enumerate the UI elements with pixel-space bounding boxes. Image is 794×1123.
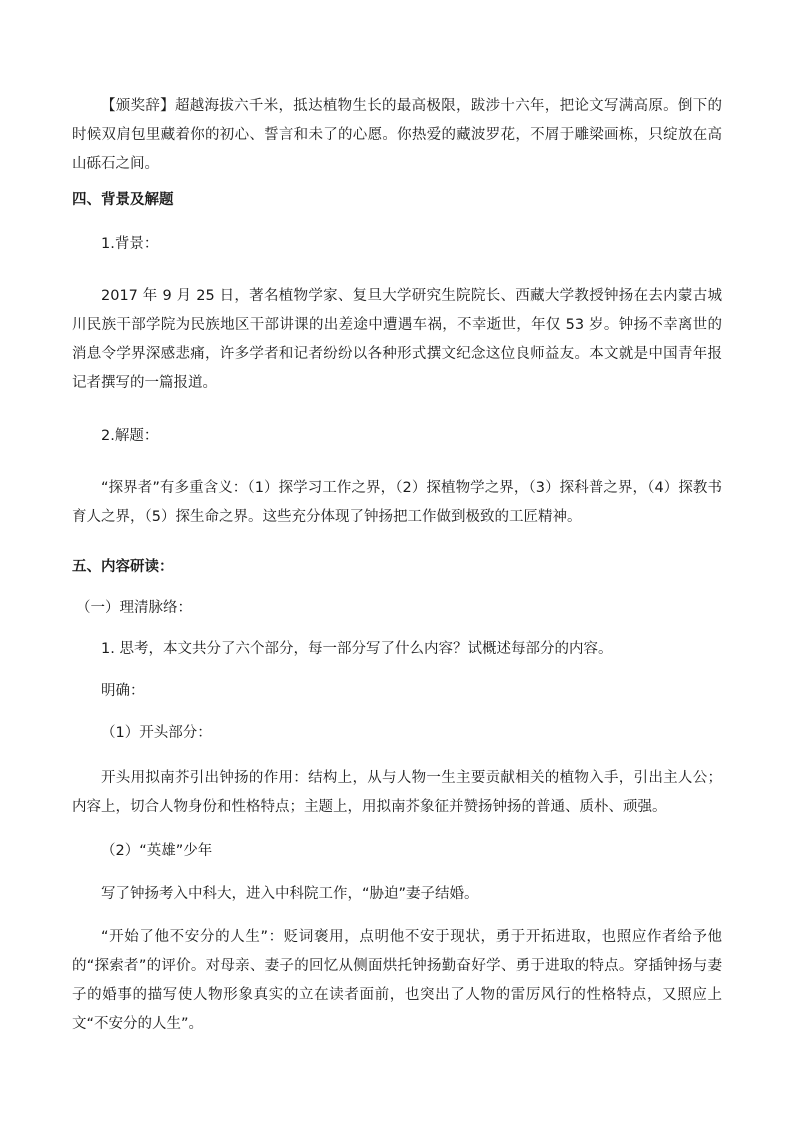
part-2-label: （2）“英雄”少年 [101,843,213,859]
section-5-heading: 五、内容研读： [72,559,174,575]
answer-label: 明确： [101,683,145,699]
title-explanation-label: 2.解题： [101,428,159,444]
background-label: 1.背景： [101,236,159,252]
part-1-text: 开头用拟南芥引出钟扬的作用：结构上，从与人物一生主要贡献相关的植物入手，引出主人公；内容上，切合人物身份和性格特点；主题上，用拟南芥象征并赞扬钟扬的普通、质朴、顽强。 [72,770,722,815]
title-explanation-text: “探界者”有多重含义：（1）探学习工作之界，（2）探植物学之界，（3）探科普之界，（4）探教书育人之界，（5）探生命之界。这些充分体现了钟扬把工作做到极致的工匠精神。 [72,480,722,525]
section-4-heading: 四、背景及解题 [72,192,174,208]
part-2-text-2: “开始了他不安分的人生”：贬词褒用，点明他不安于现状，勇于开拓进取，也照应作者给予他的“探索者”的评价。对母亲、妻子的回忆从侧面烘托钟扬勤奋好学、勇于进取的特点。穿插钟扬与妻子的婚事的描写使人物形象真实的立在读者面前，也突出了人物的雷厉风行的性格特点，又照应上文“不安分的人生”。 [72,929,722,1032]
question-1: 1. 思考，本文共分了六个部分，每一部分写了什么内容？试概述每部分的内容。 [101,641,613,657]
subsection-1-heading: （一）理清脉络： [76,600,192,616]
part-1-label: （1）开头部分： [101,725,212,741]
award-speech: 【颁奖辞】超越海拔六千米，抵达植物生长的最高极限，跋涉十六年，把论文写满高原。倒下的时候双肩包里藏着你的初心、誓言和未了的心愿。你热爱的藏波罗花，不屑于雕梁画栋，只绽放在高山砾石之间。 [72,98,722,172]
background-text: 2017 年 9 月 25 日，著名植物学家、复旦大学研究生院院长、西藏大学教授钟扬在去内蒙古城川民族干部学院为民族地区干部讲课的出差途中遭遇车祸，不幸逝世，年仅 53 岁。钟扬不幸离世的消息令学界深感悲痛，许多学者和记者纷纷以各种形式撰文纪念这位良师益友。本文就是中国青年报记者撰写的一篇报道。 [72,288,722,391]
part-2-text-1: 写了钟扬考入中科大，进入中科院工作，“胁迫”妻子结婚。 [101,886,479,902]
